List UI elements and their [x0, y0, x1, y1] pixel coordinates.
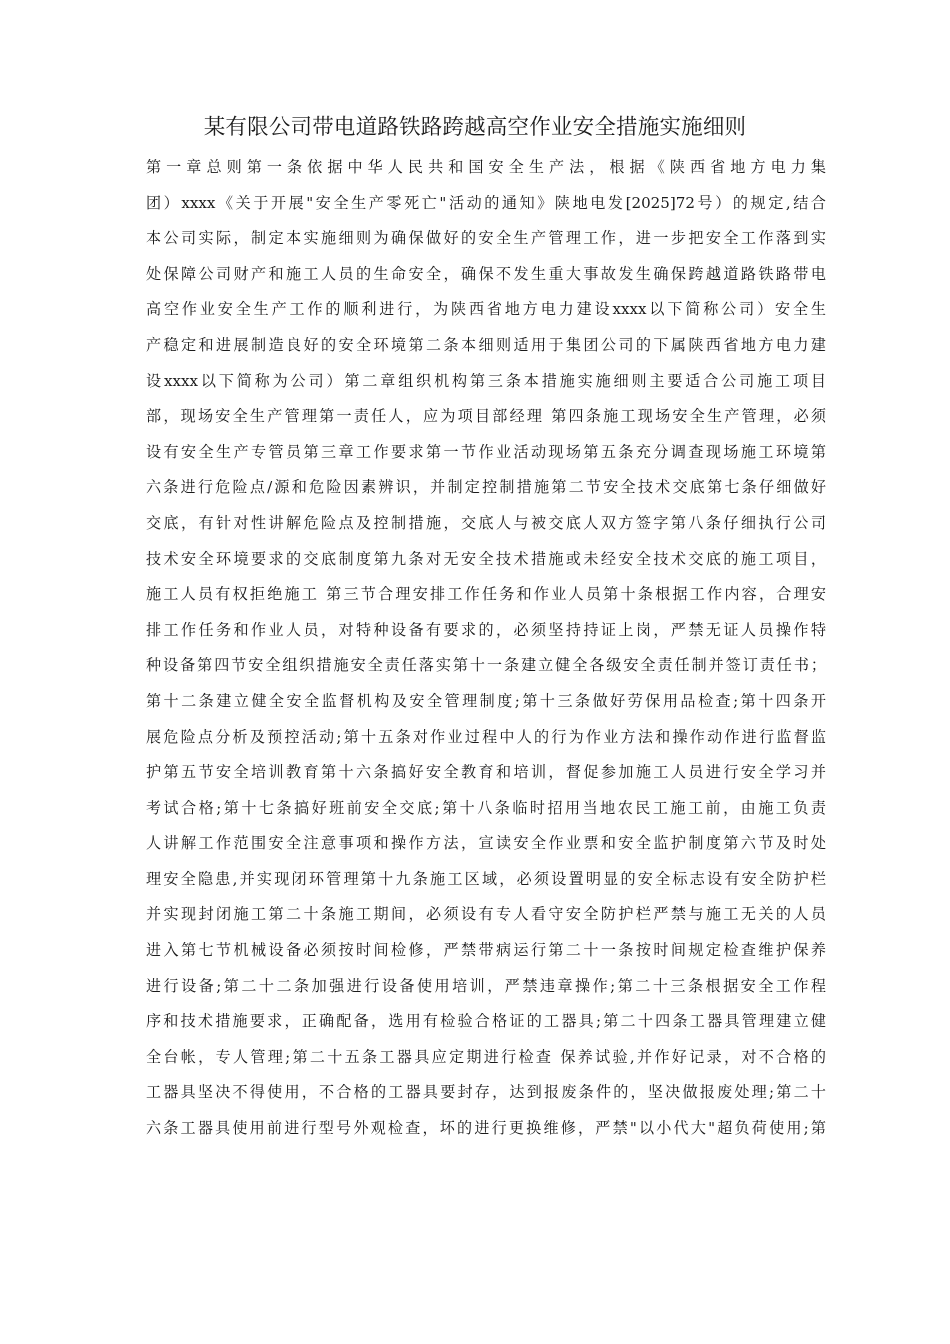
body-text-line: 工器具坚决不得使用，不合格的工器具要封存，达到报废条件的，坚决做报废处理;第二十 [146, 1083, 826, 1102]
body-text-line: 并实现封闭施工第二十条施工期间，必须设有专人看守安全防护栏严禁与施工无关的人员 [146, 905, 826, 924]
body-text-line: 六条工器具使用前进行型号外观检查，坏的进行更换维修，严禁"以小代大"超负荷使用;第 [146, 1119, 826, 1138]
body-text-line: 第一章总则第一条依据中华人民共和国安全生产法，根据《陕西省地方电力集 [146, 158, 826, 176]
body-text-line: 序和技术措施要求，正确配备，选用有检验合格证的工器具;第二十四条工器具管理建立健 [146, 1012, 826, 1031]
body-text-line: 进入第七节机械设备必须按时间检修，严禁带病运行第二十一条按时间规定检查维护保养 [146, 941, 826, 960]
body-text-line: 人讲解工作范围安全注意事项和操作方法，宣读安全作业票和安全监护制度第六节及时处 [146, 834, 826, 853]
body-text-line: 施工人员有权拒绝施工 第三节合理安排工作任务和作业人员第十条根据工作内容，合理安 [146, 585, 826, 604]
body-text-line: 高空作业安全生产工作的顺利进行，为陕西省地方电力建设xxxx以下简称公司）安全生 [146, 300, 826, 319]
body-text-line: 本公司实际，制定本实施细则为确保做好的安全生产管理工作，进一步把安全工作落到实 [146, 229, 826, 248]
body-text-line: 种设备第四节安全组织措施安全责任落实第十一条建立健全各级安全责任制并签订责任书； [146, 656, 826, 675]
body-text-line: 设有安全生产专管员第三章工作要求第一节作业活动现场第五条充分调查现场施工环境第 [146, 442, 826, 461]
body-text-line: 展危险点分析及预控活动;第十五条对作业过程中人的行为作业方法和操作动作进行监督监 [146, 727, 826, 746]
body-text-line: 理安全隐患,并实现闭环管理第十九条施工区域，必须设置明显的安全标志设有安全防护栏 [146, 869, 826, 888]
body-text-line: 交底，有针对性讲解危险点及控制措施，交底人与被交底人双方签字第八条仔细执行公司 [146, 513, 826, 532]
body-text-line: 六条进行危险点/源和危险因素辨识，并制定控制措施第二节安全技术交底第七条仔细做好 [146, 478, 826, 497]
body-text-line: 产稳定和进展制造良好的安全环境第二条本细则适用于集团公司的下属陕西省地方电力建 [146, 335, 826, 354]
body-text-line: 排工作任务和作业人员，对特种设备有要求的，必须坚持持证上岗，严禁无证人员操作特 [146, 620, 826, 639]
body-text-line: 进行设备;第二十二条加强进行设备使用培训，严禁违章操作;第二十三条根据安全工作程 [146, 976, 826, 995]
body-text-line: 考试合格;第十七条搞好班前安全交底;第十八条临时招用当地农民工施工前，由施工负责 [146, 798, 826, 817]
body-text-line: 处保障公司财产和施工人员的生命安全，确保不发生重大事故发生确保跨越道路铁路带电 [146, 264, 826, 283]
body-text-line: 护第五节安全培训教育第十六条搞好安全教育和培训，督促参加施工人员进行安全学习并 [146, 763, 826, 782]
body-text-line: 第十二条建立健全安全监督机构及安全管理制度;第十三条做好劳保用品检查;第十四条开 [146, 691, 826, 710]
body-text-line: 全台帐，专人管理;第二十五条工器具应定期进行检查 保养试验,并作好记录，对不合格的 [146, 1047, 826, 1066]
document-body [146, 150, 826, 1147]
body-text-line: 技术安全环境要求的交底制度第九条对无安全技术措施或未经安全技术交底的施工项目， [146, 549, 826, 568]
body-text-line: 团）xxxx《关于开展"安全生产零死亡"活动的通知》陕地电发[2025]72号）的规定,结合 [146, 193, 826, 212]
document-title: 某有限公司带电道路铁路跨越高空作业安全措施实施细则 [203, 115, 747, 140]
body-text-line: 部，现场安全生产管理第一责任人，应为项目部经理 第四条施工现场安全生产管理，必须 [146, 407, 826, 426]
body-text-line: 设xxxx以下简称为公司）第二章组织机构第三条本措施实施细则主要适合公司施工项目 [146, 371, 826, 390]
